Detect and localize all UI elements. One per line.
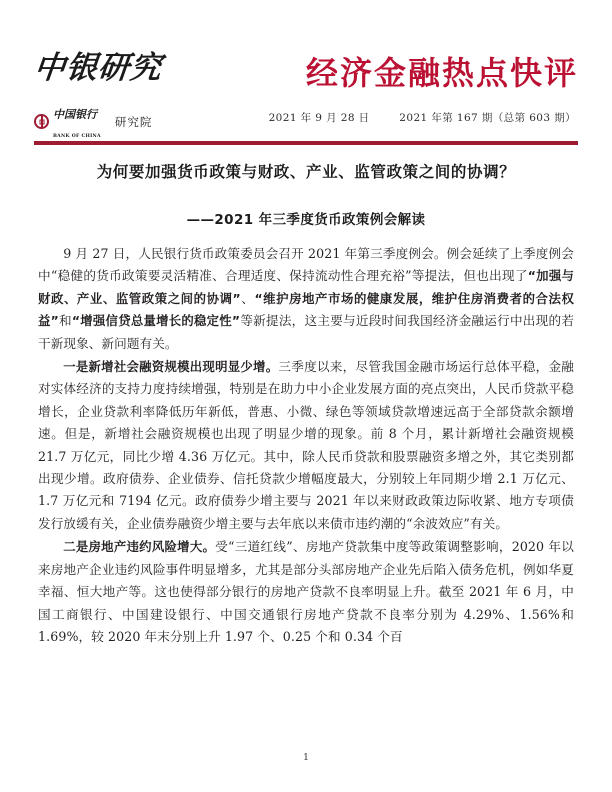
page-subtitle: ——2021 年三季度货币政策例会解读 [186,212,426,228]
bank-of-china-logo-icon [34,114,49,129]
publication-title: 经济金融热点快评 [305,54,578,92]
masthead [34,52,578,140]
brand-sub-line [34,103,264,141]
institute-label: 研究院 [114,114,153,129]
p3-bold-lead: 二是房地产违约风险增大。 [63,539,216,555]
publication-date: 2021 年 9 月 28 日 [268,112,370,124]
brand-block [34,52,264,141]
brand-script-logo: 中银研究 [32,50,164,86]
p1-part-3: 和 [58,313,72,329]
p2-bold-lead: 一是新增社会融资规模出现明显少增。 [63,359,279,375]
p1-bold-2: “维护房地产市场的健康发展，维护住房消费者的合法权益” [38,290,574,329]
bank-name-cn: 中国银行 [53,107,97,121]
p2-text: 三季度以来，尽管我国金融市场运行总体平稳，金融对实体经济的支持力度持续增强，特别是在助力中小企业发展方面的亮点突出，人民币贷款平稳增长，企业贷款利率降低历年新低，普惠、小微、绿色等领域贷款增速远高于全部贷款余额增速。但是，新增社会融资规模也出现了明显少增的现象。前 8 个月，累计新增社会融资规模 21.7 万亿元，同比少增 4.36 万亿元。其中，除人民币贷款和股票融资多增之外，其它类别都出现少增。政府债券、企业债券、信托贷款少增幅度最大，分别较上年同期少增 2.1 万亿元、1.7 万亿元和 7194 亿元。政府债券少增主要与 2021 年以来财政政策边际收紧、地方专项债发行放缓有关，企业债券融资少增主要与去年底以来债市违约潮的“余波效应”有关。 [38,359,574,531]
page-number: 1 [302,752,310,763]
p1-part-4: 等新提法，这主要与近段时间我国经济金融运行中出现的若干新现象、新问题有关。 [38,313,575,351]
p1-bold-3: “增强信贷总量增长的稳定性” [71,313,241,329]
article-body [38,243,574,649]
p1-part-1: 9 月 27 日，人民银行货币政策委员会召开 2021 年第三季度例会。例会延续了上季度例会中“稳健的货币政策要灵活精准、合理适度、保持流动性合理充裕”等提法，但也出现了 [38,246,574,284]
page-title: 为何要加强货币政策与财政、产业、监管政策之间的协调？ [96,163,516,181]
p3-text: 受“三道红线”、房地产贷款集中度等政策调整影响，2020 年以来房地产企业违约风险事件明显增多，尤其是部分头部房地产企业先后陷入债务危机，例如华夏幸福、恒大地产等。这也使得部分银行的房地产贷款不良率明显上升。截至 2021 年 6 月，中国工商银行、中国建设银行、中国交通银行房地产贷款不良率分别为 4.29%、1.56%和 1.69%，较 2020 年末分别上升 1.97 个、0.25 个和 0.34 个百 [38,539,574,644]
issue-number: 2021 年第 167 期（总第 603 期） [399,112,576,124]
bank-name-en: BANK OF CHINA [53,133,101,139]
paragraph-3 [38,536,574,648]
paragraph-1 [38,243,574,355]
p1-bold-1: “加强与财政、产业、监管政策之间的协调” [38,268,575,306]
masthead-divider-rule [34,141,578,145]
bank-name-group [53,103,101,141]
paragraph-2 [38,356,574,535]
masthead-meta [269,110,576,125]
p1-part-2: 、 [240,290,255,306]
